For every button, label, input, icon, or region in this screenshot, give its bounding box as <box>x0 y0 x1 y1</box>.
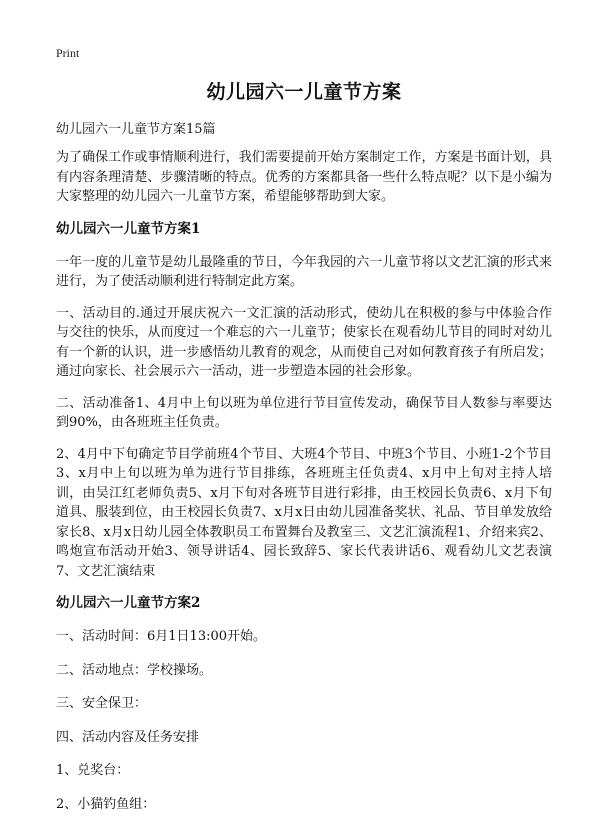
section-1-paragraph: 一、活动目的.通过开展庆祝六一文汇演的活动形式，使幼儿在积极的参与中体验合作与交往的快乐，从而度过一个难忘的六一儿童节；使家长在观看幼儿节目的同时对幼儿有一个新的认识，进一步感悟幼儿教育的观念，从而使自己对如何教育孩子有所启发；通过向家长、社会展示六一活动，进一步塑造本园的社会形象。 <box>56 305 552 379</box>
section-1-paragraph: 二、活动准备1、4月中上旬以班为单位进行节目宣传发动，确保节目人数参与率要达到90%，由各班班主任负责。 <box>56 395 552 430</box>
article-subtitle: 幼儿园六一儿童节方案15篇 <box>56 122 216 137</box>
article-body <box>56 120 552 828</box>
section-2-heading: 幼儿园六一儿童节方案2 <box>56 595 201 611</box>
section-2-item: 1、兑奖台： <box>56 763 130 778</box>
print-link[interactable]: Print <box>56 46 80 60</box>
section-2-item: 二、活动地点：学校操场。 <box>56 662 213 678</box>
page-title: 幼儿园六一儿童节方案 <box>206 81 402 103</box>
section-2-item: 四、活动内容及任务安排 <box>56 729 200 745</box>
section-1-heading: 幼儿园六一儿童节方案1 <box>56 220 201 237</box>
intro-paragraph: 为了确保工作或事情顺利进行，我们需要提前开始方案制定工作，方案是书面计划，具有内容条理清楚、步骤清晰的特点。优秀的方案都具备一些什么特点呢？以下是小编为大家整理的幼儿园六一儿童节方案，希望能够帮助到大家。 <box>56 150 552 204</box>
section-2-item: 2、小猫钓鱼组： <box>56 796 156 812</box>
section-1-paragraph: 一年一度的儿童节是幼儿最隆重的节日，今年我园的六一儿童节将以文艺汇演的形式来进行，为了使活动顺利进行特制定此方案。 <box>56 254 552 289</box>
section-2-item: 一、活动时间：6月1日13:00开始。 <box>56 629 267 644</box>
section-1-paragraph: 2、4月中下旬确定节目学前班4个节目、大班4个节目、中班3个节目、小班1-2个节目3、x月中上旬以班为单为进行节目排练，各班班主任负责4、x月中上旬对主持人培训，由吴江红老师负责5、x月下旬对各班节目进行彩排，由王校园长负责6、x月下旬道具、服装到位，由王校园长负责7、x月x日由幼儿园准备奖状、礼品、节目单发放给家长8、x月x日幼儿园全体教职员工布置舞台及教室三、文艺汇演流程1、介绍来宾2、鸣炮宣布活动开始3、领导讲话4、园长致辞5、家长代表讲话6、观看幼儿文艺表演7、文艺汇演结束 <box>56 446 552 579</box>
section-2-item: 三、安全保卫： <box>56 696 148 711</box>
